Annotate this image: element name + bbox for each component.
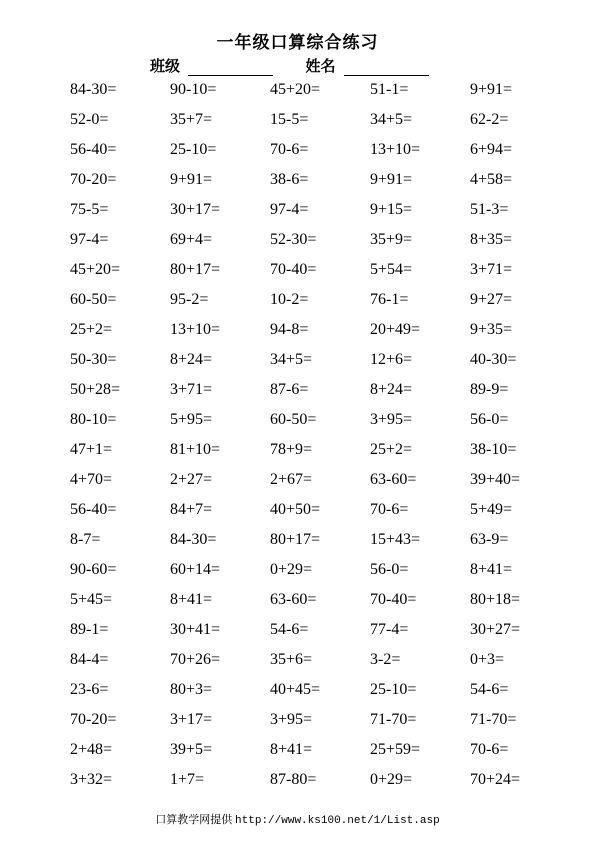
problem-item: 3+95= — [270, 711, 313, 728]
problem-item: 5+45= — [70, 591, 113, 608]
problem-item: 30+41= — [170, 621, 221, 638]
problem-item: 70-40= — [270, 261, 317, 278]
problem-row — [70, 560, 570, 590]
problem-item: 8+24= — [370, 381, 413, 398]
problem-item: 35+9= — [370, 231, 413, 248]
problem-item: 35+6= — [270, 651, 313, 668]
problem-item: 45+20= — [70, 261, 121, 278]
problem-item: 10-2= — [270, 291, 309, 308]
problem-item: 94-8= — [270, 321, 309, 338]
problem-item: 87-80= — [270, 771, 317, 788]
problem-item: 97-4= — [70, 231, 109, 248]
problem-row — [70, 290, 570, 320]
problem-row — [70, 770, 570, 800]
problem-item: 80+3= — [170, 681, 213, 698]
problem-row — [70, 110, 570, 140]
problem-item: 89-9= — [470, 381, 509, 398]
problem-item: 47+1= — [70, 441, 113, 458]
problem-item: 34+5= — [370, 111, 413, 128]
problem-item: 0+3= — [470, 651, 505, 668]
problem-row — [70, 740, 570, 770]
problem-item: 78+9= — [270, 441, 313, 458]
problem-item: 84-4= — [70, 651, 109, 668]
problem-item: 13+10= — [370, 141, 421, 158]
problem-item: 15-5= — [270, 111, 309, 128]
problem-row — [70, 620, 570, 650]
problem-item: 80-10= — [70, 411, 117, 428]
problem-row — [70, 530, 570, 560]
problem-item: 9+35= — [470, 321, 513, 338]
problem-item: 15+43= — [370, 531, 421, 548]
problem-item: 56-40= — [70, 141, 117, 158]
problem-item: 8+35= — [470, 231, 513, 248]
class-blank[interactable] — [188, 60, 273, 76]
problem-item: 8+24= — [170, 351, 213, 368]
problem-item: 4+70= — [70, 471, 113, 488]
problem-item: 25+2= — [370, 441, 413, 458]
problem-row — [70, 590, 570, 620]
problem-item: 62-2= — [470, 111, 509, 128]
problem-item: 81+10= — [170, 441, 221, 458]
problem-item: 70+24= — [470, 771, 521, 788]
problem-item: 60+14= — [170, 561, 221, 578]
problem-item: 25-10= — [170, 141, 217, 158]
problem-item: 25+2= — [70, 321, 113, 338]
problem-item: 90-60= — [70, 561, 117, 578]
problem-item: 70-6= — [470, 741, 509, 758]
problem-item: 60-50= — [270, 411, 317, 428]
problem-item: 69+4= — [170, 231, 213, 248]
problem-item: 9+91= — [370, 171, 413, 188]
problem-item: 2+27= — [170, 471, 213, 488]
problem-item: 8+41= — [470, 561, 513, 578]
problem-item: 3+32= — [70, 771, 113, 788]
problem-item: 60-50= — [70, 291, 117, 308]
problem-item: 3+71= — [170, 381, 213, 398]
problem-item: 50-30= — [70, 351, 117, 368]
problem-item: 80+18= — [470, 591, 521, 608]
problem-item: 70-20= — [70, 171, 117, 188]
problem-row — [70, 470, 570, 500]
problem-item: 50+28= — [70, 381, 121, 398]
problem-item: 6+94= — [470, 141, 513, 158]
problem-row — [70, 350, 570, 380]
problem-item: 40-30= — [470, 351, 517, 368]
problem-item: 5+49= — [470, 501, 513, 518]
problem-item: 8+41= — [270, 741, 313, 758]
problem-item: 56-0= — [470, 411, 509, 428]
problem-row — [70, 440, 570, 470]
problem-item: 63-60= — [370, 471, 417, 488]
problem-item: 97-4= — [270, 201, 309, 218]
problem-item: 9+91= — [170, 171, 213, 188]
problem-item: 0+29= — [270, 561, 313, 578]
problem-item: 70-6= — [270, 141, 309, 158]
problem-item: 56-40= — [70, 501, 117, 518]
problem-item: 4+58= — [470, 171, 513, 188]
problem-item: 84-30= — [70, 81, 117, 98]
student-info-line — [150, 55, 429, 75]
problem-row — [70, 200, 570, 230]
problem-item: 3+95= — [370, 411, 413, 428]
problem-row — [70, 80, 570, 110]
problem-row — [70, 260, 570, 290]
problem-row — [70, 230, 570, 260]
problem-item: 84-30= — [170, 531, 217, 548]
problem-item: 71-70= — [370, 711, 417, 728]
problem-item: 54-6= — [270, 621, 309, 638]
problem-item: 90-10= — [170, 81, 217, 98]
problem-item: 51-1= — [370, 81, 409, 98]
problem-item: 1+7= — [170, 771, 205, 788]
problem-item: 25+59= — [370, 741, 421, 758]
problem-item: 5+54= — [370, 261, 413, 278]
problem-item: 2+67= — [270, 471, 313, 488]
problem-row — [70, 710, 570, 740]
problem-row — [70, 140, 570, 170]
problem-item: 0+29= — [370, 771, 413, 788]
problem-item: 3+71= — [470, 261, 513, 278]
problem-row — [70, 650, 570, 680]
footer-url: http://www.ks100.net/1/List.asp — [235, 815, 440, 827]
name-blank[interactable] — [344, 60, 429, 76]
problem-item: 39+40= — [470, 471, 521, 488]
problem-item: 25-10= — [370, 681, 417, 698]
problem-row — [70, 500, 570, 530]
problem-item: 38-10= — [470, 441, 517, 458]
problem-item: 38-6= — [270, 171, 309, 188]
problem-item: 20+49= — [370, 321, 421, 338]
problem-item: 75-5= — [70, 201, 109, 218]
problem-item: 3-2= — [370, 651, 401, 668]
problem-row — [70, 380, 570, 410]
problem-item: 23-6= — [70, 681, 109, 698]
problem-item: 80+17= — [170, 261, 221, 278]
problem-item: 52-30= — [270, 231, 317, 248]
problem-item: 84+7= — [170, 501, 213, 518]
problem-item: 9+91= — [470, 81, 513, 98]
name-label: 姓名 — [305, 57, 336, 75]
problem-item: 8-7= — [70, 531, 101, 548]
problem-item: 54-6= — [470, 681, 509, 698]
problem-item: 45+20= — [270, 81, 321, 98]
problem-item: 52-0= — [70, 111, 109, 128]
problem-item: 70-40= — [370, 591, 417, 608]
problem-item: 39+5= — [170, 741, 213, 758]
problem-grid — [70, 80, 570, 800]
problem-item: 5+95= — [170, 411, 213, 428]
problem-row — [70, 320, 570, 350]
problem-item: 8+41= — [170, 591, 213, 608]
problem-item: 9+15= — [370, 201, 413, 218]
problem-item: 95-2= — [170, 291, 209, 308]
footer — [0, 811, 595, 827]
problem-item: 40+50= — [270, 501, 321, 518]
problem-item: 80+17= — [270, 531, 321, 548]
problem-item: 30+17= — [170, 201, 221, 218]
problem-item: 63-60= — [270, 591, 317, 608]
footer-source-text: 口算教学网提供 — [155, 813, 233, 826]
problem-item: 63-9= — [470, 531, 509, 548]
problem-item: 89-1= — [70, 621, 109, 638]
problem-item: 71-70= — [470, 711, 517, 728]
problem-item: 9+27= — [470, 291, 513, 308]
problem-item: 12+6= — [370, 351, 413, 368]
problem-item: 77-4= — [370, 621, 409, 638]
problem-item: 70+26= — [170, 651, 221, 668]
problem-item: 70-6= — [370, 501, 409, 518]
page-title: 一年级口算综合练习 — [216, 33, 379, 53]
problem-item: 30+27= — [470, 621, 521, 638]
problem-item: 87-6= — [270, 381, 309, 398]
problem-item: 51-3= — [470, 201, 509, 218]
problem-item: 2+48= — [70, 741, 113, 758]
problem-item: 40+45= — [270, 681, 321, 698]
problem-row — [70, 410, 570, 440]
problem-item: 56-0= — [370, 561, 409, 578]
problem-item: 70-20= — [70, 711, 117, 728]
problem-item: 35+7= — [170, 111, 213, 128]
class-label: 班级 — [150, 57, 181, 75]
problem-item: 3+17= — [170, 711, 213, 728]
problem-item: 13+10= — [170, 321, 221, 338]
problem-item: 34+5= — [270, 351, 313, 368]
problem-item: 76-1= — [370, 291, 409, 308]
problem-row — [70, 170, 570, 200]
problem-row — [70, 680, 570, 710]
